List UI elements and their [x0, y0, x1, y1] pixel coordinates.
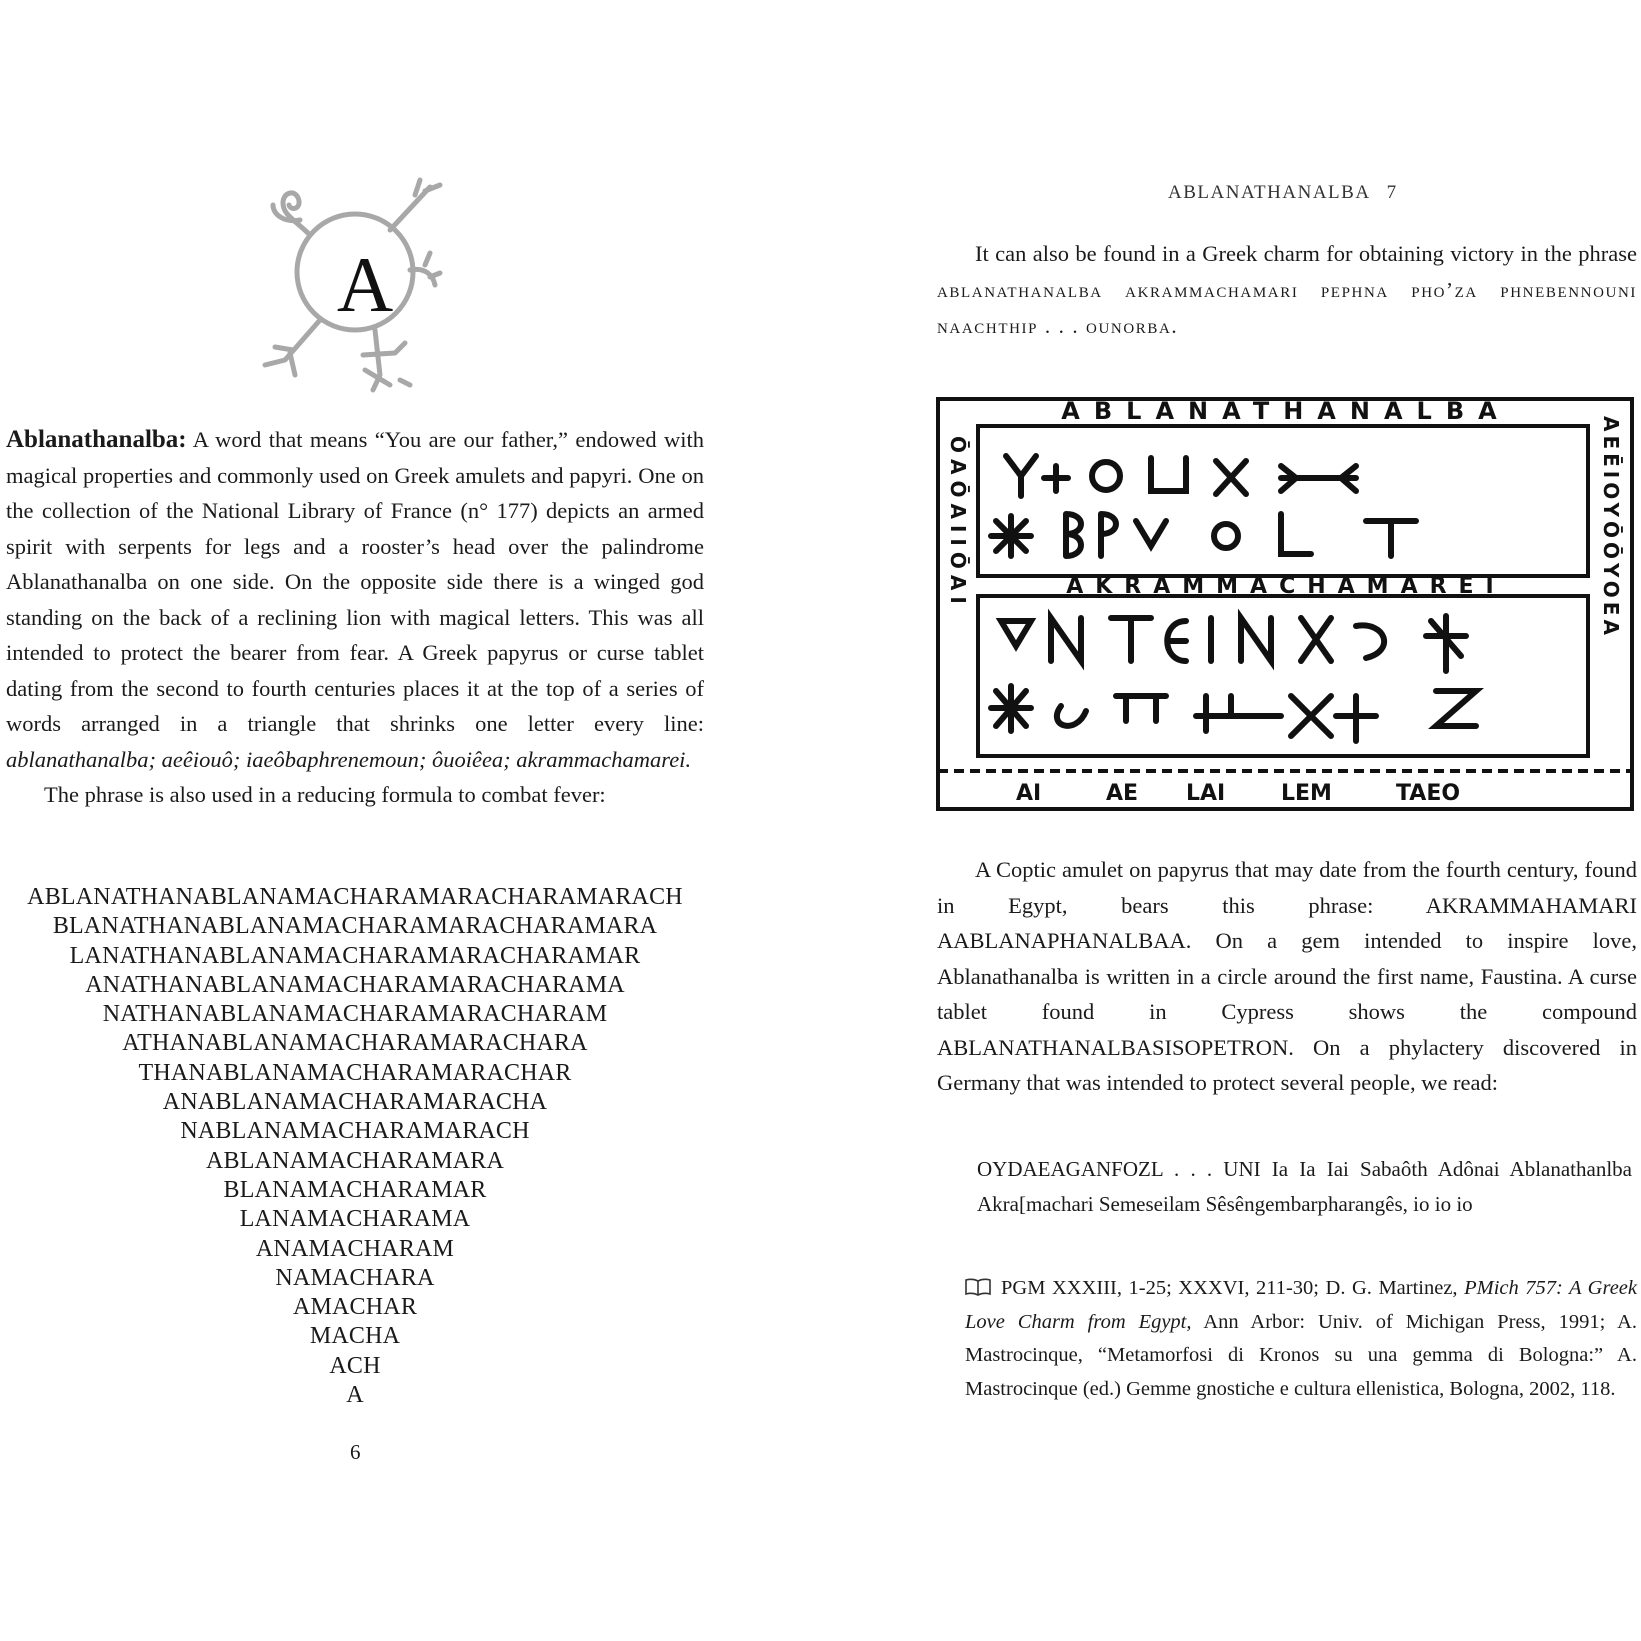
page-number: 7: [1386, 182, 1397, 203]
reference-lead: PGM XXXIII, 1-25; XXXVI, 211-30; D. G. Martinez,: [1001, 1277, 1465, 1299]
figure-bottom-word: LAI: [1186, 781, 1226, 806]
formula-line: ABLANAMACHARAMARA: [205, 1147, 505, 1174]
formula-line: THANABLANAMACHARAMARACHAR: [138, 1059, 572, 1086]
amulet-figure: [936, 396, 1636, 812]
victory-charm-lead: It can also be found in a Greek charm for obtaining victory in the phrase: [975, 241, 1637, 266]
formula-line: A: [346, 1382, 364, 1409]
formula-line: NABLANAMACHARAMARACH: [180, 1118, 530, 1145]
reference-text: [965, 1272, 1637, 1406]
entry-italic-words: ablanathanalba; aeêiouô; iaeôbaphrenemoun; ôuoiêea; akrammachamarei.: [6, 746, 692, 772]
formula-line: NATHANABLANAMACHARAMARACHARAM: [102, 1001, 608, 1028]
formula-line: ATHANABLANAMACHARAMARACHARA: [122, 1030, 588, 1057]
references: [965, 1272, 1637, 1406]
figure-bottom-word: TAEO: [1396, 781, 1461, 806]
reference-rest: Ann Arbor: Univ. of Michigan Press, 1991; A. Mastrocinque, “Metamorfosi di Kronos su una gemma di Bologna:” A. Mastrocinque (ed.) Gemme gnostiche e cultura ellenistica, Bologna, 2002, 118.: [965, 1310, 1637, 1400]
running-head-title: ABLANATHANALBA: [1168, 182, 1371, 203]
entry-body: [6, 422, 704, 813]
formula-line: AMACHAR: [292, 1294, 418, 1321]
formula-line: ANAMACHARAM: [255, 1235, 455, 1262]
reducing-formula: [6, 883, 704, 1410]
victory-charm-phrase: ablanathanalba akrammachamari pephna pho’za phnebennouni naachthip . . . ounorba.: [937, 277, 1637, 338]
formula-line: ACH: [329, 1352, 381, 1379]
entry-headword: Ablanathanalba:: [6, 426, 187, 453]
reference-title: PMich 757: A Greek Love Charm from Egypt,: [965, 1277, 1637, 1333]
fever-intro: The phrase is also used in a reducing formula to combat fever:: [44, 782, 606, 807]
figure-bottom-word: LEM: [1281, 781, 1332, 806]
figure-top-band: ABLANATHANALBA: [1061, 397, 1511, 425]
figure-bottom-word: AE: [1106, 781, 1139, 806]
formula-line: NAMACHARA: [275, 1264, 435, 1291]
entry-paragraph: [6, 422, 704, 777]
formula-line: ANABLANAMACHARAMARACHA: [162, 1089, 548, 1116]
left-page: [0, 0, 720, 1641]
figure-middle-band: AKRAMMACHAMAREI: [1066, 574, 1506, 599]
phylactery-text: OYDAEAGANFOZL . . . UNI Ia Ia Iai Sabaôth Adônai Ablanathanlba Akra[machari Semeseilam Sêsêngembarpharangês, io io io: [977, 1157, 1632, 1216]
phylactery-quote: [977, 1152, 1632, 1222]
intro-paragraph: [937, 236, 1637, 345]
coptic-paragraph: [937, 852, 1637, 1101]
figure-left-column: ŌAŌAIIŌAI: [946, 436, 970, 610]
formula-line: BLANATHANABLANAMACHARAMARACHARAMARA: [52, 913, 658, 940]
drop-letter: A: [336, 241, 394, 328]
formula-line: ABLANATHANABLANAMACHARAMARACHARAMARACH: [27, 884, 683, 910]
formula-line: LANAMACHARAMA: [239, 1206, 471, 1233]
formula-line: BLANAMACHARAMAR: [223, 1176, 487, 1203]
running-head: [1168, 182, 1396, 204]
figure-right-column: AEĒIOYŌŌYOEA: [1599, 416, 1623, 639]
formula-line: MACHA: [309, 1323, 401, 1350]
figure-bottom-word: AI: [1016, 781, 1042, 806]
formula-line: ANATHANABLANAMACHARAMARACHARAMA: [85, 971, 625, 998]
victory-charm-text: [937, 236, 1637, 345]
open-book-icon: [965, 1278, 991, 1296]
coptic-amulet-text: A Coptic amulet on papyrus that may date from the fourth century, found in Egypt, bears this phrase: AKRAMMAHAMARI AABLANAPHANALBAA. On a gem intended to inspire love, Ablanathanalba is written in a circle around the first name, Faustina. A curse tablet found in Cypress shows the compound ABLANATHANALBASISOPETRON. On a phylactery discovered in Germany that was intended to protect several people, we read:: [937, 857, 1637, 1095]
page-number: 6: [350, 1440, 361, 1464]
formula-line: LANATHANABLANAMACHARAMARACHARAMAR: [69, 942, 641, 969]
entry-text: A word that means “You are our father,” endowed with magical properties and commonly used on Greek amulets and papyri. One on the collection of the National Library of France (n° 177) depicts an armed spirit with serpents for legs and a rooster’s head over the palindrome Ablanathanalba on one side. On the opposite side there is a winged god standing on the back of a reclining lion with magical letters. This was all intended to protect the bearer from fear. A Greek papyrus or curse tablet dating from the second to fourth centuries places it at the top of a series of words arranged in a triangle that shrinks one letter every line:: [6, 427, 704, 736]
